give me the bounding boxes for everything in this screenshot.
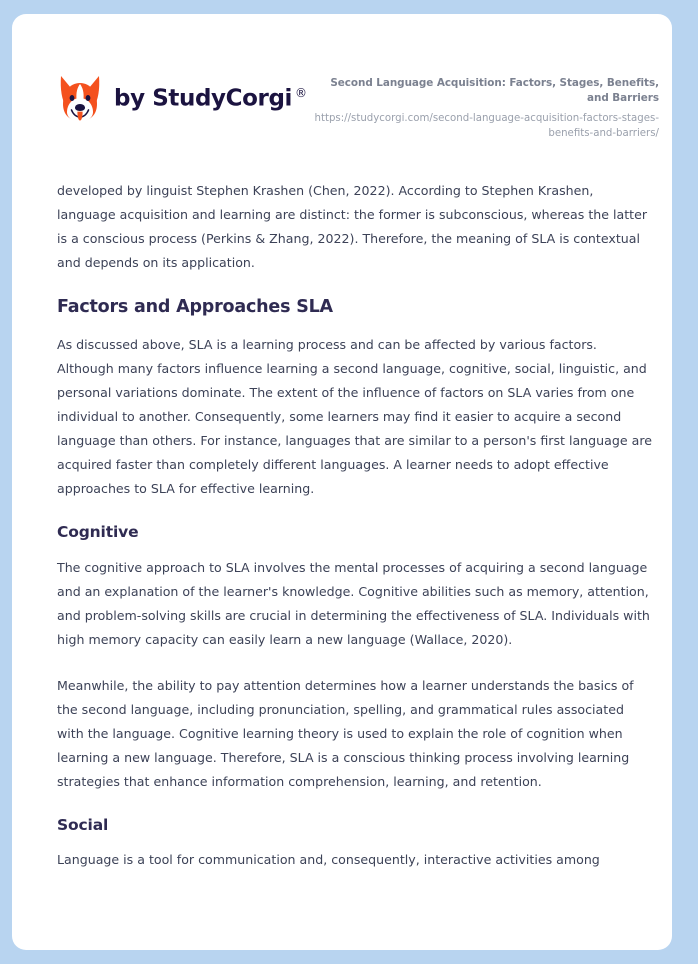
heading-cognitive: Cognitive — [57, 523, 139, 541]
paragraph-factors-and-approaches: As discussed above, SLA is a learning process and can be affected by various factors. Although many factors influence learning a second language, cognitive, social, linguistic, and personal variations dominate. The extent of the influence of factors on SLA varies from one individual to another. Consequently, some learners may find it easier to acquire a second language than others. For instance, languages that are similar to a person's first language are acquired faster than completely different languages. A learner needs to adopt effective approaches to SLA for effective learning. — [57, 337, 652, 496]
document-url[interactable]: https://studycorgi.com/second-language-acquisition-factors-stages-benefits-and-barriers/ — [314, 112, 659, 139]
article-content — [57, 179, 654, 894]
intro-paragraph: developed by linguist Stephen Krashen (Chen, 2022). According to Stephen Krashen, language acquisition and learning are distinct: the former is subconscious, whereas the latter is a conscious process (Perkins & Zhang, 2022). Therefore, the meaning of SLA is contextual and depends on its application. — [57, 183, 648, 270]
brand-wordmark — [114, 87, 307, 111]
document-meta — [314, 76, 659, 141]
brand-name-text: by StudyCorgi — [114, 85, 293, 112]
corgi-face-logo-icon — [57, 74, 103, 124]
paragraph-social: Language is a tool for communication and, consequently, interactive activities among — [57, 852, 600, 868]
document-page — [12, 14, 672, 950]
page-header — [12, 14, 672, 156]
heading-social: Social — [57, 815, 109, 834]
paragraph-cognitive-2: Meanwhile, the ability to pay attention determines how a learner understands the basics of the second language, including pronunciation, spelling, and grammatical rules associated with the language. Cognitive learning theory is used to explain the role of cognition when learning a new language. Therefore, SLA is a conscious thinking process involving learning strategies that enhance information comprehension, learning, and retention. — [57, 677, 634, 789]
heading-factors-and-approaches-sla: Factors and Approaches SLA — [57, 297, 333, 317]
registered-trademark-icon: ® — [295, 86, 307, 101]
paragraph-cognitive-1: The cognitive approach to SLA involves the mental processes of acquiring a second language and an explanation of the learner's knowledge. Cognitive abilities such as memory, attention, and problem-solving skills are crucial in determining the effectiveness of SLA. Individuals with high memory capacity can easily learn a new language (Wallace, 2020). — [57, 559, 650, 647]
document-title: Second Language Acquisition: Factors, Stages, Benefits, and Barriers — [330, 77, 659, 104]
studycorgi-brand[interactable] — [57, 74, 307, 124]
